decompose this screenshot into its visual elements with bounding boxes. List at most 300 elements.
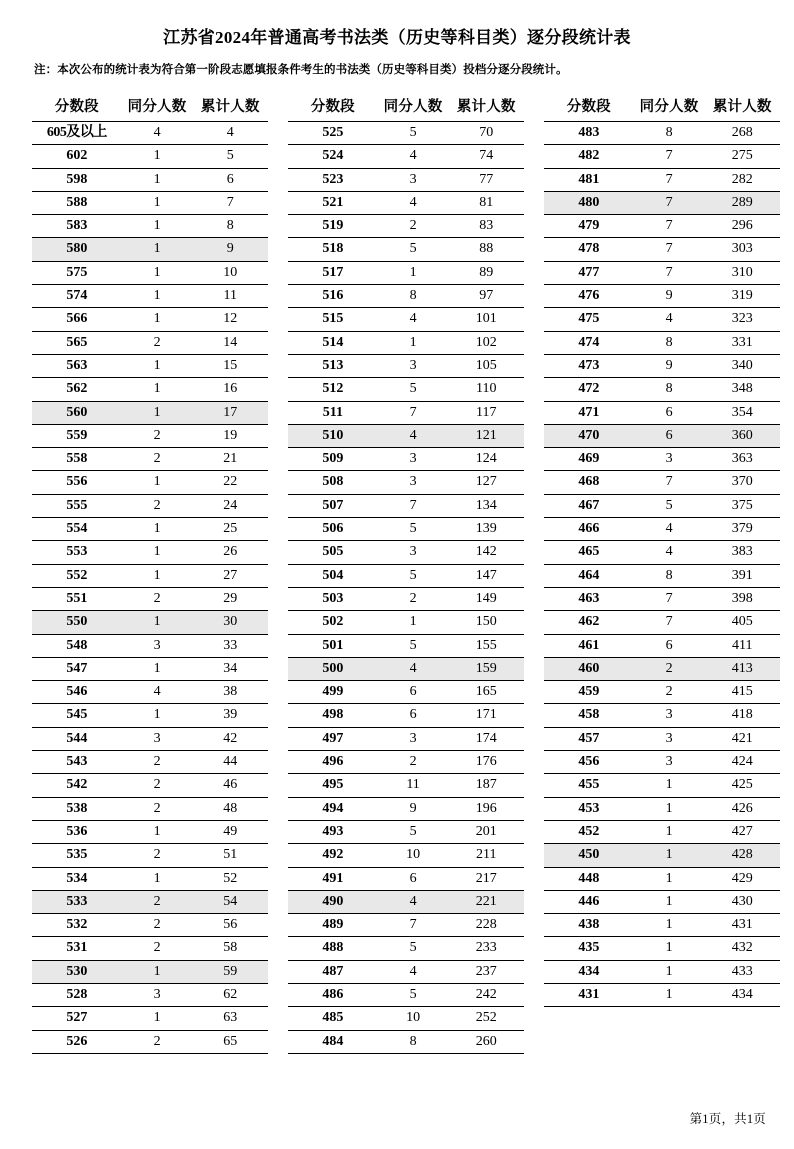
cell-same-count: 4 <box>378 424 449 447</box>
cell-score: 523 <box>288 168 378 191</box>
table-row <box>288 890 524 913</box>
cell-same-count: 1 <box>122 657 193 680</box>
table-row <box>288 191 524 214</box>
cell-same-count: 7 <box>378 401 449 424</box>
cell-cumulative-count: 303 <box>704 238 780 261</box>
table-row <box>544 797 780 820</box>
table-row <box>32 1030 268 1053</box>
table-row <box>288 448 524 471</box>
cell-same-count: 7 <box>634 471 705 494</box>
cell-score: 458 <box>544 704 634 727</box>
cell-score: 559 <box>32 424 122 447</box>
cell-cumulative-count: 42 <box>192 727 268 750</box>
table-row <box>288 914 524 937</box>
cell-cumulative-count: 59 <box>192 960 268 983</box>
cell-score: 438 <box>544 914 634 937</box>
cell-cumulative-count: 139 <box>448 518 524 541</box>
cell-cumulative-count: 252 <box>448 1007 524 1030</box>
cell-score: 506 <box>288 518 378 541</box>
cell-same-count: 1 <box>122 471 193 494</box>
cell-score: 466 <box>544 518 634 541</box>
cell-cumulative-count: 134 <box>448 494 524 517</box>
cell-same-count: 1 <box>122 145 193 168</box>
cell-score: 512 <box>288 378 378 401</box>
cell-cumulative-count: 211 <box>448 844 524 867</box>
cell-cumulative-count: 425 <box>704 774 780 797</box>
cell-same-count: 7 <box>634 215 705 238</box>
cell-score: 484 <box>288 1030 378 1053</box>
cell-same-count: 7 <box>378 494 449 517</box>
cell-score: 519 <box>288 215 378 238</box>
table-row <box>32 681 268 704</box>
cell-score: 459 <box>544 681 634 704</box>
table-row <box>32 471 268 494</box>
cell-same-count: 1 <box>122 960 193 983</box>
table-row <box>32 494 268 517</box>
cell-score: 580 <box>32 238 122 261</box>
cell-cumulative-count: 39 <box>192 704 268 727</box>
table-row <box>288 285 524 308</box>
cell-same-count: 7 <box>634 238 705 261</box>
cell-cumulative-count: 310 <box>704 261 780 284</box>
cell-cumulative-count: 101 <box>448 308 524 331</box>
cell-same-count: 4 <box>634 541 705 564</box>
table-row <box>288 634 524 657</box>
table-row <box>288 681 524 704</box>
table-row <box>544 844 780 867</box>
cell-cumulative-count: 275 <box>704 145 780 168</box>
cell-cumulative-count: 242 <box>448 983 524 1006</box>
cell-cumulative-count: 426 <box>704 797 780 820</box>
cell-score: 460 <box>544 657 634 680</box>
cell-cumulative-count: 88 <box>448 238 524 261</box>
cell-cumulative-count: 360 <box>704 424 780 447</box>
cell-score: 511 <box>288 401 378 424</box>
cell-same-count: 2 <box>634 657 705 680</box>
table-row <box>32 285 268 308</box>
cell-same-count: 5 <box>378 238 449 261</box>
table-row <box>288 494 524 517</box>
cell-score: 488 <box>288 937 378 960</box>
cell-score: 543 <box>32 751 122 774</box>
cell-cumulative-count: 431 <box>704 914 780 937</box>
cell-same-count: 1 <box>378 331 449 354</box>
cell-same-count: 1 <box>378 261 449 284</box>
table-row <box>32 168 268 191</box>
cell-score: 465 <box>544 541 634 564</box>
cell-same-count: 5 <box>378 378 449 401</box>
table-row <box>288 1030 524 1053</box>
cell-same-count: 1 <box>122 611 193 634</box>
table-header-row <box>544 92 780 122</box>
cell-cumulative-count: 363 <box>704 448 780 471</box>
cell-cumulative-count: 56 <box>192 914 268 937</box>
cell-cumulative-count: 379 <box>704 518 780 541</box>
cell-score: 504 <box>288 564 378 587</box>
cell-score: 467 <box>544 494 634 517</box>
cell-cumulative-count: 12 <box>192 308 268 331</box>
cell-score: 502 <box>288 611 378 634</box>
header-cumulative-count: 累计人数 <box>704 92 780 122</box>
cell-score: 496 <box>288 751 378 774</box>
cell-score: 542 <box>32 774 122 797</box>
cell-cumulative-count: 176 <box>448 751 524 774</box>
cell-same-count: 4 <box>122 122 193 145</box>
table-row <box>32 797 268 820</box>
cell-score: 461 <box>544 634 634 657</box>
cell-cumulative-count: 29 <box>192 587 268 610</box>
cell-same-count: 8 <box>634 564 705 587</box>
cell-cumulative-count: 105 <box>448 354 524 377</box>
table-row <box>32 354 268 377</box>
cell-cumulative-count: 10 <box>192 261 268 284</box>
cell-same-count: 2 <box>634 681 705 704</box>
cell-same-count: 4 <box>378 657 449 680</box>
cell-same-count: 2 <box>122 448 193 471</box>
cell-score: 495 <box>288 774 378 797</box>
cell-cumulative-count: 413 <box>704 657 780 680</box>
table-row <box>544 751 780 774</box>
cell-same-count: 7 <box>634 145 705 168</box>
table-row <box>288 844 524 867</box>
table-row <box>544 238 780 261</box>
cell-score: 574 <box>32 285 122 308</box>
table-row <box>32 704 268 727</box>
cell-cumulative-count: 11 <box>192 285 268 308</box>
score-table-columns <box>0 92 794 1054</box>
table-header-row <box>288 92 524 122</box>
table-row <box>544 122 780 145</box>
cell-cumulative-count: 427 <box>704 820 780 843</box>
table-row <box>544 587 780 610</box>
table-row <box>32 448 268 471</box>
cell-cumulative-count: 159 <box>448 657 524 680</box>
cell-score: 486 <box>288 983 378 1006</box>
cell-cumulative-count: 430 <box>704 890 780 913</box>
cell-cumulative-count: 196 <box>448 797 524 820</box>
cell-cumulative-count: 142 <box>448 541 524 564</box>
table-row <box>288 168 524 191</box>
table-row <box>544 331 780 354</box>
cell-score: 509 <box>288 448 378 471</box>
cell-cumulative-count: 30 <box>192 611 268 634</box>
table-row <box>288 145 524 168</box>
cell-score: 462 <box>544 611 634 634</box>
table-row <box>32 751 268 774</box>
cell-same-count: 6 <box>378 867 449 890</box>
cell-same-count: 2 <box>122 914 193 937</box>
cell-same-count: 4 <box>378 960 449 983</box>
cell-score: 517 <box>288 261 378 284</box>
cell-cumulative-count: 9 <box>192 238 268 261</box>
cell-same-count: 6 <box>634 424 705 447</box>
cell-cumulative-count: 58 <box>192 937 268 960</box>
cell-cumulative-count: 81 <box>448 191 524 214</box>
cell-score: 552 <box>32 564 122 587</box>
cell-same-count: 3 <box>378 541 449 564</box>
table-row <box>288 983 524 1006</box>
cell-same-count: 2 <box>122 774 193 797</box>
cell-score: 563 <box>32 354 122 377</box>
cell-same-count: 1 <box>122 238 193 261</box>
cell-same-count: 5 <box>378 937 449 960</box>
table-row <box>288 308 524 331</box>
cell-score: 588 <box>32 191 122 214</box>
cell-score: 533 <box>32 890 122 913</box>
cell-score: 463 <box>544 587 634 610</box>
cell-same-count: 1 <box>122 564 193 587</box>
cell-score: 473 <box>544 354 634 377</box>
table-row <box>32 238 268 261</box>
cell-same-count: 2 <box>122 331 193 354</box>
cell-cumulative-count: 110 <box>448 378 524 401</box>
table-row <box>544 471 780 494</box>
cell-same-count: 4 <box>378 890 449 913</box>
table-row <box>544 634 780 657</box>
cell-cumulative-count: 433 <box>704 960 780 983</box>
cell-score: 566 <box>32 308 122 331</box>
cell-same-count: 2 <box>122 587 193 610</box>
cell-score: 452 <box>544 820 634 843</box>
table-row <box>288 215 524 238</box>
cell-same-count: 1 <box>634 937 705 960</box>
cell-cumulative-count: 155 <box>448 634 524 657</box>
cell-cumulative-count: 174 <box>448 727 524 750</box>
cell-cumulative-count: 63 <box>192 1007 268 1030</box>
cell-cumulative-count: 432 <box>704 937 780 960</box>
cell-score: 513 <box>288 354 378 377</box>
cell-score: 470 <box>544 424 634 447</box>
table-row <box>32 820 268 843</box>
table-row <box>544 611 780 634</box>
table-row <box>32 611 268 634</box>
score-table-1 <box>32 92 268 1054</box>
header-same-count: 同分人数 <box>378 92 449 122</box>
cell-score: 455 <box>544 774 634 797</box>
cell-cumulative-count: 54 <box>192 890 268 913</box>
cell-cumulative-count: 217 <box>448 867 524 890</box>
cell-score: 464 <box>544 564 634 587</box>
table-row <box>288 937 524 960</box>
cell-same-count: 1 <box>122 820 193 843</box>
cell-same-count: 1 <box>378 611 449 634</box>
cell-score: 551 <box>32 587 122 610</box>
cell-same-count: 3 <box>634 704 705 727</box>
cell-same-count: 3 <box>378 471 449 494</box>
cell-cumulative-count: 65 <box>192 1030 268 1053</box>
cell-score: 500 <box>288 657 378 680</box>
table-note: 注：本次公布的统计表为符合第一阶段志愿填报条件考生的书法类（历史等科目类）投档分逐分段统计。 <box>34 64 568 76</box>
table-row <box>544 145 780 168</box>
cell-same-count: 6 <box>634 634 705 657</box>
cell-score: 536 <box>32 820 122 843</box>
page-title: 江苏省2024年普通高考书法类（历史等科目类）逐分段统计表 <box>163 28 631 47</box>
cell-score: 514 <box>288 331 378 354</box>
header-cumulative-count: 累计人数 <box>192 92 268 122</box>
cell-cumulative-count: 165 <box>448 681 524 704</box>
header-score: 分数段 <box>544 92 634 122</box>
cell-cumulative-count: 124 <box>448 448 524 471</box>
table-row <box>32 774 268 797</box>
cell-score: 505 <box>288 541 378 564</box>
cell-same-count: 1 <box>122 541 193 564</box>
cell-score: 457 <box>544 727 634 750</box>
cell-cumulative-count: 4 <box>192 122 268 145</box>
table-row <box>544 914 780 937</box>
cell-same-count: 3 <box>634 448 705 471</box>
cell-score: 503 <box>288 587 378 610</box>
table-body-3 <box>544 122 780 1007</box>
cell-score: 492 <box>288 844 378 867</box>
cell-same-count: 9 <box>634 285 705 308</box>
table-body-1 <box>32 122 268 1054</box>
table-row <box>288 261 524 284</box>
cell-cumulative-count: 83 <box>448 215 524 238</box>
table-row <box>544 168 780 191</box>
cell-same-count: 3 <box>634 727 705 750</box>
cell-cumulative-count: 14 <box>192 331 268 354</box>
table-row <box>544 774 780 797</box>
cell-cumulative-count: 97 <box>448 285 524 308</box>
cell-score: 450 <box>544 844 634 867</box>
table-row <box>32 960 268 983</box>
cell-cumulative-count: 70 <box>448 122 524 145</box>
cell-cumulative-count: 228 <box>448 914 524 937</box>
cell-same-count: 3 <box>122 983 193 1006</box>
cell-cumulative-count: 296 <box>704 215 780 238</box>
cell-cumulative-count: 319 <box>704 285 780 308</box>
cell-score: 499 <box>288 681 378 704</box>
cell-score: 510 <box>288 424 378 447</box>
cell-score: 544 <box>32 727 122 750</box>
cell-same-count: 2 <box>122 797 193 820</box>
cell-score: 518 <box>288 238 378 261</box>
cell-cumulative-count: 424 <box>704 751 780 774</box>
cell-same-count: 3 <box>122 727 193 750</box>
cell-cumulative-count: 34 <box>192 657 268 680</box>
table-row <box>32 145 268 168</box>
table-row <box>32 727 268 750</box>
cell-score: 602 <box>32 145 122 168</box>
cell-cumulative-count: 46 <box>192 774 268 797</box>
table-row <box>544 261 780 284</box>
cell-cumulative-count: 17 <box>192 401 268 424</box>
cell-score: 516 <box>288 285 378 308</box>
cell-same-count: 11 <box>378 774 449 797</box>
cell-score: 546 <box>32 681 122 704</box>
cell-cumulative-count: 370 <box>704 471 780 494</box>
table-row <box>544 564 780 587</box>
cell-cumulative-count: 354 <box>704 401 780 424</box>
table-row <box>32 564 268 587</box>
cell-score: 553 <box>32 541 122 564</box>
cell-cumulative-count: 260 <box>448 1030 524 1053</box>
cell-same-count: 1 <box>634 914 705 937</box>
cell-score: 605及以上 <box>32 122 122 145</box>
cell-cumulative-count: 33 <box>192 634 268 657</box>
header-score: 分数段 <box>288 92 378 122</box>
table-row <box>544 890 780 913</box>
cell-score: 526 <box>32 1030 122 1053</box>
cell-score: 508 <box>288 471 378 494</box>
table-row <box>544 401 780 424</box>
table-row <box>288 1007 524 1030</box>
cell-same-count: 2 <box>122 751 193 774</box>
table-row <box>544 494 780 517</box>
table-row <box>288 122 524 145</box>
table-row <box>32 308 268 331</box>
cell-score: 434 <box>544 960 634 983</box>
table-row <box>288 960 524 983</box>
cell-score: 471 <box>544 401 634 424</box>
cell-score: 475 <box>544 308 634 331</box>
cell-cumulative-count: 38 <box>192 681 268 704</box>
table-row <box>544 657 780 680</box>
cell-cumulative-count: 348 <box>704 378 780 401</box>
table-row <box>32 914 268 937</box>
cell-score: 565 <box>32 331 122 354</box>
table-row <box>32 634 268 657</box>
cell-same-count: 1 <box>122 354 193 377</box>
cell-cumulative-count: 6 <box>192 168 268 191</box>
cell-cumulative-count: 117 <box>448 401 524 424</box>
cell-same-count: 4 <box>378 308 449 331</box>
cell-cumulative-count: 15 <box>192 354 268 377</box>
cell-same-count: 1 <box>634 960 705 983</box>
cell-same-count: 5 <box>378 820 449 843</box>
cell-cumulative-count: 149 <box>448 587 524 610</box>
cell-score: 490 <box>288 890 378 913</box>
cell-same-count: 5 <box>378 634 449 657</box>
header-score: 分数段 <box>32 92 122 122</box>
table-row <box>544 704 780 727</box>
cell-same-count: 2 <box>378 587 449 610</box>
cell-score: 560 <box>32 401 122 424</box>
table-row <box>32 331 268 354</box>
cell-score: 535 <box>32 844 122 867</box>
cell-same-count: 7 <box>634 611 705 634</box>
cell-score: 528 <box>32 983 122 1006</box>
cell-score: 481 <box>544 168 634 191</box>
cell-same-count: 10 <box>378 1007 449 1030</box>
cell-cumulative-count: 48 <box>192 797 268 820</box>
cell-cumulative-count: 74 <box>448 145 524 168</box>
cell-cumulative-count: 233 <box>448 937 524 960</box>
cell-same-count: 1 <box>122 168 193 191</box>
table-row <box>288 611 524 634</box>
cell-score: 525 <box>288 122 378 145</box>
cell-score: 494 <box>288 797 378 820</box>
table-row <box>288 727 524 750</box>
cell-same-count: 9 <box>378 797 449 820</box>
table-row <box>544 354 780 377</box>
cell-same-count: 1 <box>634 867 705 890</box>
cell-same-count: 9 <box>634 354 705 377</box>
cell-score: 483 <box>544 122 634 145</box>
cell-cumulative-count: 289 <box>704 191 780 214</box>
cell-same-count: 5 <box>378 564 449 587</box>
cell-same-count: 7 <box>634 261 705 284</box>
cell-score: 453 <box>544 797 634 820</box>
cell-cumulative-count: 121 <box>448 424 524 447</box>
cell-cumulative-count: 221 <box>448 890 524 913</box>
cell-score: 478 <box>544 238 634 261</box>
table-row <box>544 727 780 750</box>
cell-same-count: 7 <box>634 587 705 610</box>
cell-same-count: 1 <box>122 191 193 214</box>
cell-score: 538 <box>32 797 122 820</box>
cell-score: 472 <box>544 378 634 401</box>
